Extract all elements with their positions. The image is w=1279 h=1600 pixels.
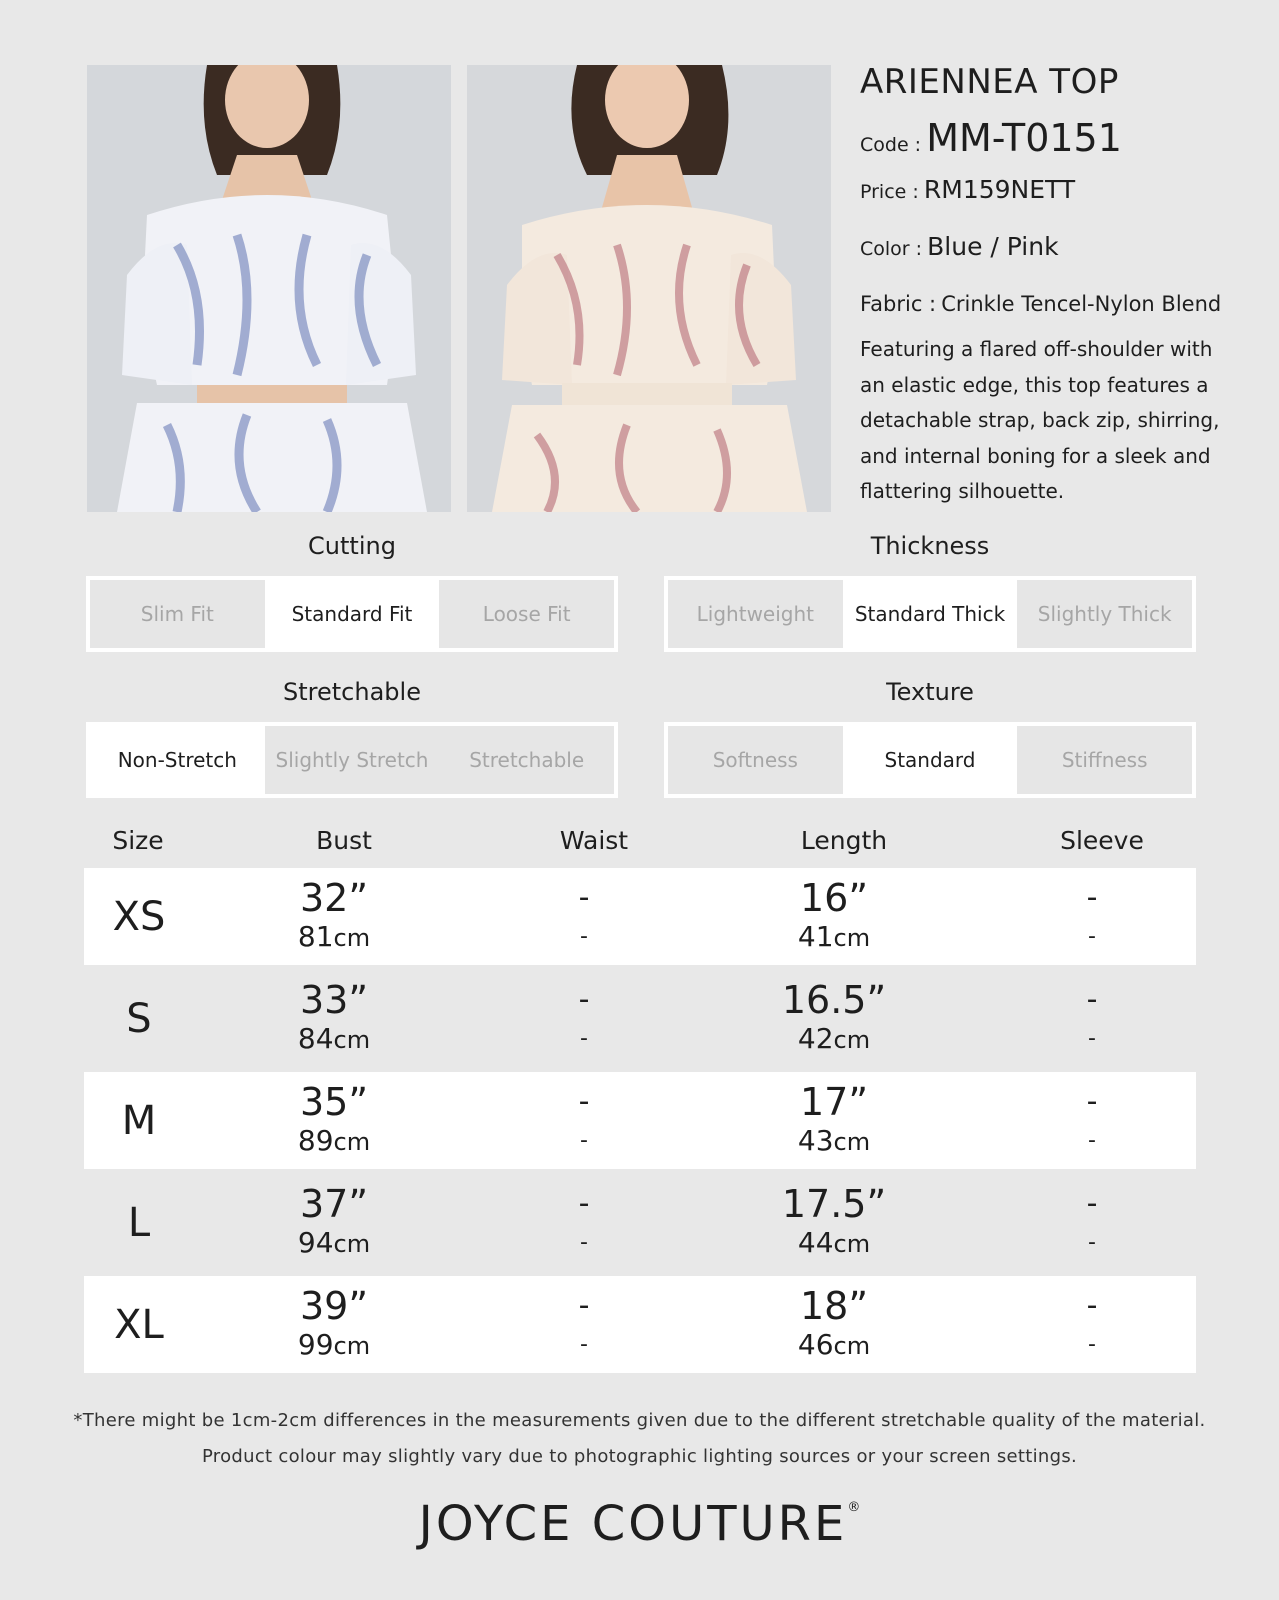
product-description: Featuring a flared off-shoulder with an elastic edge, this top features a detachable strap, back zip, shirring, and internal boning for a sleek and flattering silhouette. <box>860 337 1220 503</box>
length-cm <box>734 1022 934 1057</box>
stretchable-option: Slightly Stretch <box>265 726 440 794</box>
bust-cm-value: 89 <box>297 1124 334 1157</box>
length-inches: 17.5” <box>781 1182 887 1226</box>
waist-cell <box>484 1276 684 1373</box>
cm-unit: cm <box>833 924 871 952</box>
cm-unit: cm <box>333 1230 371 1258</box>
waist-inches: - <box>578 1084 590 1119</box>
sleeve-cell <box>992 1276 1192 1373</box>
brand-name: JOYCE COUTURE <box>418 1496 848 1552</box>
size-label: S <box>126 995 152 1042</box>
bust-inches: 39” <box>299 1284 369 1328</box>
sleeve-cell <box>992 868 1192 965</box>
sleeve-inches: - <box>1086 982 1098 1017</box>
bust-cm <box>234 1022 434 1057</box>
cm-unit: cm <box>833 1026 871 1054</box>
sleeve-inches: - <box>1086 1084 1098 1119</box>
stretchable-title: Stretchable <box>283 678 421 706</box>
waist-cm: - <box>580 1332 588 1357</box>
bust-cm <box>234 1328 434 1363</box>
cutting-option: Standard Fit <box>265 580 440 648</box>
waist-cell <box>484 1174 684 1271</box>
product-fabric: Crinkle Tencel-Nylon Blend <box>941 292 1222 316</box>
length-cm <box>734 920 934 955</box>
sleeve-inches: - <box>1086 880 1098 915</box>
bust-inches: 33” <box>299 978 369 1022</box>
stretchable-option: Stretchable <box>439 726 614 794</box>
size-label: L <box>127 1199 151 1246</box>
blue-floral-top-photo <box>87 65 451 512</box>
cm-unit: cm <box>333 1026 371 1054</box>
bust-inches: 32” <box>299 876 369 920</box>
header-length: Length <box>800 826 888 855</box>
length-cm-value: 46 <box>797 1328 834 1361</box>
sleeve-cell <box>992 1072 1192 1169</box>
length-inches: 16” <box>799 876 869 920</box>
waist-inches: - <box>578 880 590 915</box>
header-bust: Bust <box>316 826 372 855</box>
thickness-option: Standard Thick <box>843 580 1018 648</box>
texture-scale <box>664 722 1196 798</box>
size-label: M <box>121 1097 157 1144</box>
product-info <box>860 58 1260 510</box>
bust-inches: 37” <box>299 1182 369 1226</box>
header-sleeve: Sleeve <box>1060 826 1144 855</box>
thickness-title: Thickness <box>870 532 990 560</box>
product-price: RM159NETT <box>923 175 1076 204</box>
length-cell <box>734 1072 934 1169</box>
code-label: Code : <box>860 134 922 156</box>
cm-unit: cm <box>333 924 371 952</box>
cutting-title: Cutting <box>308 532 396 560</box>
bust-cell <box>234 1174 434 1271</box>
waist-cell <box>484 1072 684 1169</box>
length-cell <box>734 868 934 965</box>
size-row-l <box>84 1174 1196 1271</box>
bust-cm-value: 84 <box>297 1022 334 1055</box>
length-inches: 18” <box>799 1284 869 1328</box>
bust-cm <box>234 1124 434 1159</box>
waist-inches: - <box>578 1288 590 1323</box>
sleeve-cm: - <box>1088 1230 1096 1255</box>
length-cm <box>734 1124 934 1159</box>
length-cm-value: 42 <box>797 1022 834 1055</box>
cutting-option: Loose Fit <box>439 580 614 648</box>
waist-cm: - <box>580 1128 588 1153</box>
thickness-option: Lightweight <box>668 580 843 648</box>
sleeve-cm: - <box>1088 924 1096 949</box>
measurement-note: *There might be 1cm-2cm differences in the measurements given due to the different stretchable quality of the material. <box>73 1410 1206 1431</box>
waist-cell <box>484 970 684 1067</box>
bust-cm <box>234 920 434 955</box>
sleeve-inches: - <box>1086 1186 1098 1221</box>
length-cell <box>734 970 934 1067</box>
size-row-xs <box>84 868 1196 965</box>
waist-cm: - <box>580 924 588 949</box>
size-chart-table <box>84 868 1196 1378</box>
product-color: Blue / Pink <box>927 232 1059 261</box>
price-label: Price : <box>860 181 919 203</box>
sleeve-cm: - <box>1088 1026 1096 1051</box>
cm-unit: cm <box>833 1230 871 1258</box>
fabric-label: Fabric : <box>860 292 937 316</box>
size-label: XS <box>112 893 166 940</box>
size-row-s <box>84 970 1196 1067</box>
sleeve-cm: - <box>1088 1332 1096 1357</box>
bust-cell <box>234 1276 434 1373</box>
length-inches: 16.5” <box>781 978 887 1022</box>
waist-inches: - <box>578 1186 590 1221</box>
product-code: MM-T0151 <box>926 116 1122 160</box>
texture-option: Standard <box>843 726 1018 794</box>
header-waist: Waist <box>559 826 629 855</box>
thickness-scale <box>664 576 1196 652</box>
length-cm-value: 41 <box>797 920 834 953</box>
waist-cm: - <box>580 1230 588 1255</box>
length-inches: 17” <box>799 1080 869 1124</box>
sleeve-cell <box>992 1174 1192 1271</box>
stretchable-option: Non-Stretch <box>90 726 265 794</box>
sleeve-cell <box>992 970 1192 1067</box>
texture-option: Softness <box>668 726 843 794</box>
registered-mark: ® <box>847 1500 861 1515</box>
cm-unit: cm <box>333 1128 371 1156</box>
bust-cell <box>234 1072 434 1169</box>
cutting-scale <box>86 576 618 652</box>
color-label: Color : <box>860 238 923 260</box>
bust-cm-value: 94 <box>297 1226 334 1259</box>
length-cm <box>734 1328 934 1363</box>
pink-floral-top-photo <box>467 65 831 512</box>
cutting-option: Slim Fit <box>90 580 265 648</box>
sleeve-inches: - <box>1086 1288 1098 1323</box>
colour-note: Product colour may slightly vary due to photographic lighting sources or your screen settings. <box>201 1446 1078 1467</box>
length-cm-value: 44 <box>797 1226 834 1259</box>
length-cm <box>734 1226 934 1261</box>
thickness-option: Slightly Thick <box>1017 580 1192 648</box>
size-row-m <box>84 1072 1196 1169</box>
length-cell <box>734 1276 934 1373</box>
waist-cell <box>484 868 684 965</box>
bust-inches: 35” <box>299 1080 369 1124</box>
bust-cm <box>234 1226 434 1261</box>
product-title: ARIENNEA TOP <box>860 62 1119 102</box>
waist-cm: - <box>580 1026 588 1051</box>
size-row-xl <box>84 1276 1196 1373</box>
waist-inches: - <box>578 982 590 1017</box>
bust-cell <box>234 970 434 1067</box>
length-cm-value: 43 <box>797 1124 834 1157</box>
length-cell <box>734 1174 934 1271</box>
cm-unit: cm <box>833 1128 871 1156</box>
bust-cm-value: 99 <box>297 1328 334 1361</box>
stretchable-scale <box>86 722 618 798</box>
bust-cell <box>234 868 434 965</box>
cm-unit: cm <box>333 1332 371 1360</box>
texture-option: Stiffness <box>1017 726 1192 794</box>
bust-cm-value: 81 <box>297 920 334 953</box>
brand-logo <box>0 1496 1279 1552</box>
texture-title: Texture <box>886 678 974 706</box>
cm-unit: cm <box>833 1332 871 1360</box>
size-label: XL <box>114 1301 164 1348</box>
header-size: Size <box>112 826 164 855</box>
sleeve-cm: - <box>1088 1128 1096 1153</box>
